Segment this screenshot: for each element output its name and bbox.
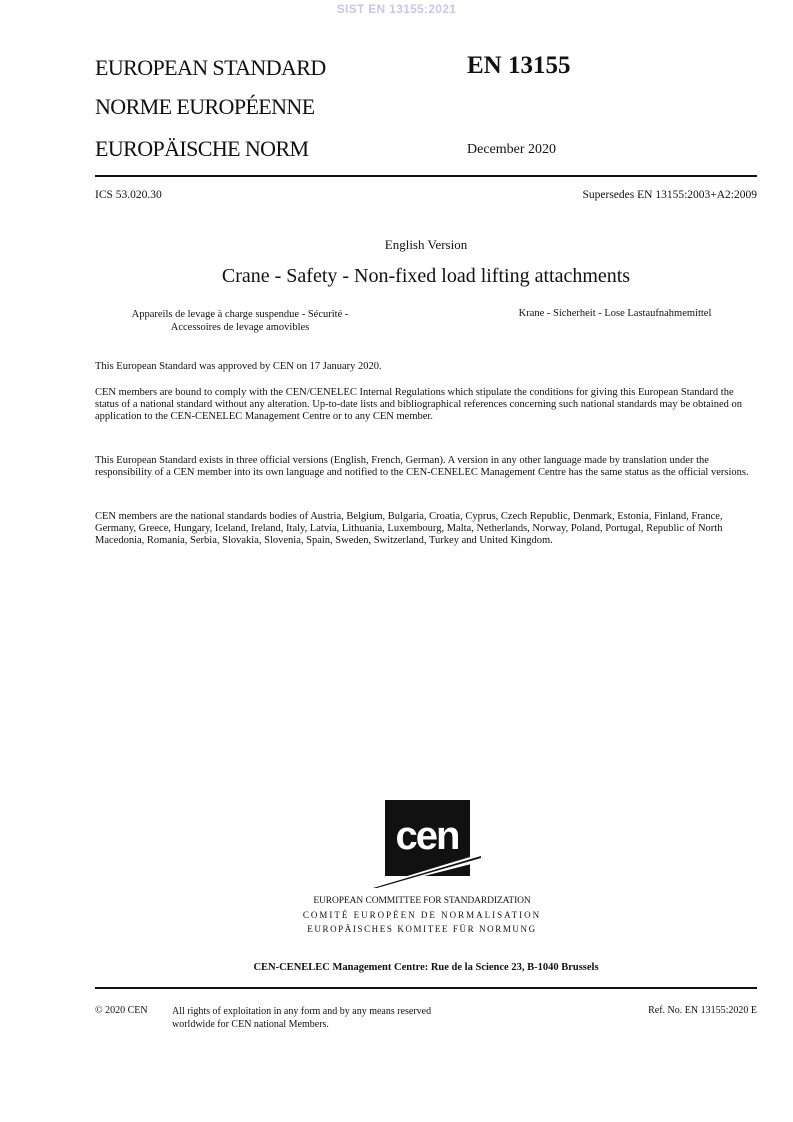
versions-paragraph: This European Standard exists in three official versions (English, French, German). A version in any other language made by translation under the responsibility of a CEN member into its own language and notified to the CEN-CENELEC Management Centre has the same status as the official versions. — [95, 455, 749, 478]
french-title-line-2: Accessoires de levage amovibles — [170, 322, 310, 333]
members-paragraph: CEN members are the national standards bodies of Austria, Belgium, Bulgaria, Croatia, Cyprus, Czech Republic, Denmark, Estonia, Finland, France, Germany, Greece, Hungary, Iceland, Ireland, Italy, Latvia, Lithuania, Luxembourg, Malta, Netherlands, Norway, Poland, Portugal, Republic of North Macedonia, Romania, Serbia, Slovakia, Slovenia, Spain, Sweden, Switzerland, Turkey and United Kingdom. — [95, 511, 723, 546]
committee-name-de: EUROPÄISCHES KOMITEE FÜR NORMUNG — [307, 924, 537, 934]
approval-paragraph: This European Standard was approved by CEN on 17 January 2020. — [95, 361, 382, 372]
french-title — [95, 308, 385, 334]
reference-number: Ref. No. EN 13155:2020 E — [648, 1005, 757, 1016]
watermark: SIST EN 13155:2021 — [336, 2, 457, 16]
rights-line-2: worldwide for CEN national Members. — [172, 1019, 329, 1030]
version-label: English Version — [384, 237, 468, 252]
ics-code: ICS 53.020.30 — [95, 189, 162, 201]
title-norme-europeenne: NORME EUROPÉENNE — [95, 94, 315, 119]
standard-number: EN 13155 — [467, 52, 571, 79]
svg-text:cen: cen — [395, 814, 459, 858]
committee-name-en: EUROPEAN COMMITTEE FOR STANDARDIZATION — [313, 896, 531, 906]
french-title-line-1: Appareils de levage à charge suspendue - Sécurité - — [131, 309, 349, 320]
committee-name-fr: COMITÉ EUROPÉEN DE NORMALISATION — [302, 910, 542, 920]
cen-logo — [371, 799, 483, 891]
german-title: Krane - Sicherheit - Lose Lastaufnahmemittel — [518, 308, 712, 319]
header-divider — [95, 175, 757, 177]
footer-divider — [95, 987, 757, 989]
regulations-paragraph: CEN members are bound to comply with the CEN/CENELEC Internal Regulations which stipulate the conditions for giving this European Standard the status of a national standard without any alteration. Up-to-date lists and bibliographical references concerning such national standards may be obtained on application to the CEN-CENELEC Management Centre or to any CEN member. — [95, 387, 743, 422]
copyright: © 2020 CEN — [95, 1005, 148, 1016]
management-centre-address: CEN-CENELEC Management Centre: Rue de la Science 23, B-1040 Brussels — [253, 962, 599, 973]
document-title: Crane - Safety - Non-fixed load lifting attachments — [221, 265, 631, 287]
supersedes: Supersedes EN 13155:2003+A2:2009 — [582, 189, 757, 201]
title-europaische-norm: EUROPÄISCHE NORM — [95, 136, 309, 161]
rights-statement — [172, 1005, 532, 1031]
title-european-standard: EUROPEAN STANDARD — [95, 55, 326, 80]
rights-line-1: All rights of exploitation in any form and by any means reserved — [172, 1006, 432, 1017]
publication-date: December 2020 — [467, 142, 557, 157]
